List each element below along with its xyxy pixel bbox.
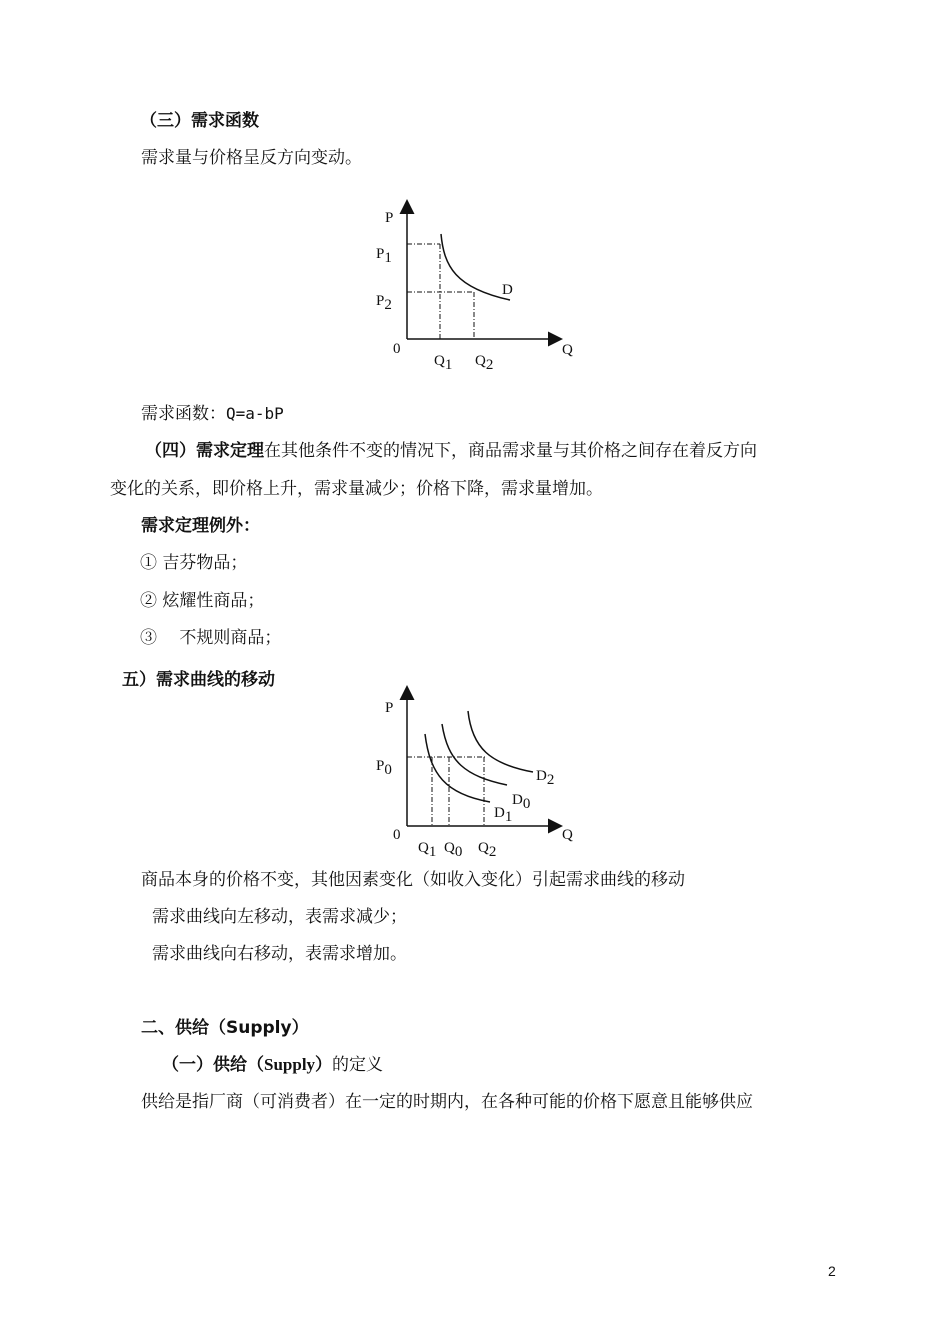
origin-label: 0 — [393, 827, 401, 843]
section5-text3: 需求曲线向右移动，表需求增加。 — [152, 944, 407, 964]
supply-heading: 二、供给（Supply） — [141, 1018, 309, 1038]
section3-text: 需求量与价格呈反方向变动。 — [141, 148, 362, 168]
demand-curve-d2 — [468, 711, 533, 772]
q2-label: Q2 — [475, 353, 494, 373]
y-axis-label: P — [385, 210, 394, 226]
curve-d1-label: D1 — [494, 805, 513, 825]
x-axis-label: Q — [562, 827, 573, 843]
x-axis-label: Q — [562, 342, 573, 358]
demand-function-formula: Q=a-bP — [226, 404, 284, 423]
supply-subheading-a: （一）供给 — [162, 1055, 247, 1075]
exception-item-1: ① 吉芬物品； — [140, 553, 248, 573]
section4-text-line1: 在其他条件不变的情况下，商品需求量与其价格之间存在着反方向 — [264, 441, 757, 461]
supply-subheading-c: 的定义 — [332, 1055, 384, 1075]
section5-heading: 五）需求曲线的移动 — [122, 670, 275, 690]
y-axis-label: P — [385, 700, 394, 716]
supply-text: 供给是指厂商（可消费者）在一定的时期内，在各种可能的价格下愿意且能够供应 — [141, 1092, 753, 1112]
section4-text-line2: 变化的关系，即价格上升，需求量减少；价格下降，需求量增加。 — [110, 479, 603, 499]
demand-curve-d — [441, 234, 510, 300]
p2-label: P2 — [376, 293, 392, 313]
curve-d2-label: D2 — [536, 768, 555, 788]
curve-d0-label: D0 — [512, 792, 531, 812]
q1-label: Q1 — [418, 840, 437, 860]
q1-label: Q1 — [434, 353, 453, 373]
origin-label: 0 — [393, 341, 401, 357]
demand-curve-d1 — [425, 734, 490, 802]
q0-label: Q0 — [444, 840, 463, 860]
demand-curve-d0 — [442, 724, 507, 785]
demand-curve-chart — [360, 196, 590, 386]
demand-function — [141, 403, 284, 425]
section3-heading: （三）需求函数 — [140, 111, 259, 131]
q2-label: Q2 — [478, 840, 497, 860]
curve-d-label: D — [502, 282, 513, 298]
p1-label: P1 — [376, 246, 392, 266]
demand-function-label: 需求函数： — [141, 404, 226, 424]
exceptions-title: 需求定理例外： — [141, 516, 260, 536]
section4-line1 — [145, 440, 757, 462]
demand-shift-chart — [360, 684, 590, 864]
p0-label: P0 — [376, 758, 392, 778]
section5-text2: 需求曲线向左移动，表需求减少； — [152, 907, 407, 927]
section5-text1: 商品本身的价格不变，其他因素变化（如收入变化）引起需求曲线的移动 — [141, 870, 685, 890]
section4-heading: （四）需求定理 — [145, 441, 264, 461]
page-number: 2 — [828, 1263, 836, 1279]
exception-item-2: ② 炫耀性商品； — [140, 591, 265, 611]
supply-subheading-b: （Supply） — [247, 1055, 333, 1074]
exception-item-3: ③ 不规则商品； — [140, 628, 282, 648]
supply-subheading — [162, 1054, 383, 1076]
